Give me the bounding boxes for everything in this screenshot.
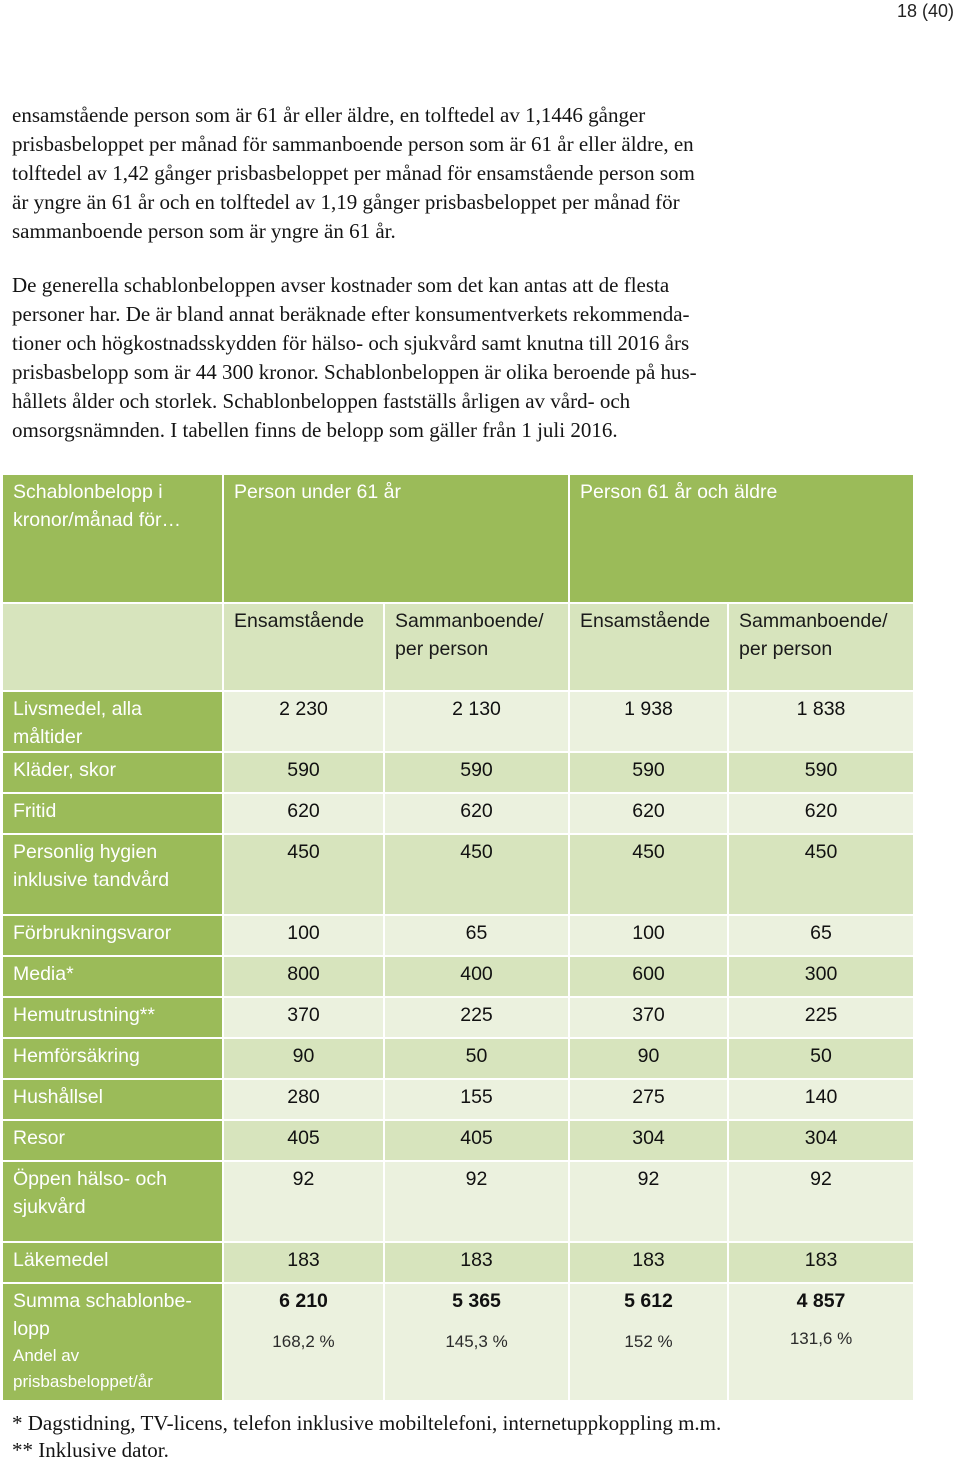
text-line: hållets ålder och storlek. Schablonbeloppen fastställs årligen av vård- och: [12, 389, 631, 413]
share-label-line: Andel av: [13, 1346, 80, 1365]
row-label-line: inklusive tandvård: [13, 869, 170, 891]
text-line: De generella schablonbeloppen avser kostnader som det kan antas att de flesta: [12, 273, 670, 297]
value-cell: 450: [804, 841, 838, 863]
row-label-line: Personlig hygien: [13, 841, 158, 863]
value-cell: 1 938: [624, 698, 673, 720]
share-value: 152 %: [624, 1332, 673, 1351]
share-value: 168,2 %: [272, 1332, 335, 1351]
table-row: [3, 692, 913, 751]
total-label-line: lopp: [13, 1318, 50, 1340]
share-value: 145,3 %: [445, 1332, 508, 1351]
value-cell: 92: [810, 1168, 832, 1190]
value-cell: 405: [460, 1127, 493, 1149]
row-label: [3, 957, 222, 996]
row-label: [3, 1121, 222, 1160]
table-group-header: [3, 475, 913, 602]
schablon-table: [1, 473, 915, 1402]
value-cell: 620: [460, 800, 493, 822]
footnotes: [12, 1410, 721, 1461]
table-row: [3, 916, 913, 955]
total-value: 4 857: [796, 1290, 846, 1312]
text-line: sammanboende person som är yngre än 61 år.: [12, 219, 396, 243]
group-header-61-plus: Person 61 år och äldre: [570, 475, 913, 602]
value-cell: 100: [287, 922, 320, 944]
row-label-line: Hushållsel: [13, 1086, 103, 1108]
row-label: [3, 916, 222, 955]
text-line: tolftedel av 1,42 gånger prisbasbeloppet per månad för ensamstående person som: [12, 161, 695, 185]
value-cell: 280: [287, 1086, 320, 1108]
table-row: [3, 998, 913, 1037]
value-cell: 620: [632, 800, 665, 822]
sub-header-line: Sammanboende/: [739, 610, 888, 632]
value-cell: 590: [287, 759, 320, 781]
value-cell: 600: [632, 963, 665, 985]
value-cell: 400: [460, 963, 493, 985]
value-cell: 183: [632, 1249, 665, 1271]
table-body: [3, 692, 913, 1282]
value-cell: 450: [632, 841, 665, 863]
value-cell: 183: [287, 1249, 320, 1271]
text-line: prisbasbeloppet per månad för sammanboende person som är 61 år eller äldre, en: [12, 132, 694, 156]
total-cell: [385, 1284, 568, 1400]
row-label-line: Resor: [13, 1127, 66, 1149]
row-label-line: Hemförsäkring: [13, 1045, 140, 1067]
body-paragraph-1: [12, 101, 842, 246]
table-row: [3, 794, 913, 833]
text-line: tioner och högkostnadsskydden för hälso- och sjukvård samt knutna till 2016 års: [12, 331, 690, 355]
value-cell: 620: [287, 800, 320, 822]
row-label: [3, 1162, 222, 1241]
row-label: [3, 835, 222, 914]
text-line: är yngre än 61 år och en tolftedel av 1,19 gånger prisbasbeloppet per månad för: [12, 190, 680, 214]
value-cell: 370: [632, 1004, 665, 1026]
value-cell: 92: [637, 1168, 660, 1190]
value-cell: 225: [460, 1004, 493, 1026]
text-line: ensamstående person som är 61 år eller äldre, en tolftedel av 1,1446 gånger: [12, 103, 646, 127]
row-label-line: sjukvård: [13, 1196, 86, 1218]
sub-header-line: per person: [739, 638, 833, 660]
row-label: [3, 1080, 222, 1119]
value-cell: 100: [632, 922, 665, 944]
value-cell: 370: [287, 1004, 320, 1026]
text-line: prisbasbelopp som är 44 300 kronor. Schablonbeloppen är olika beroende på hus-: [12, 360, 697, 384]
row-label-line: Livsmedel, alla: [13, 698, 142, 720]
total-value: 5 365: [452, 1290, 501, 1312]
value-cell: 1 838: [796, 698, 846, 720]
row-label: [3, 692, 222, 751]
row-label: [3, 998, 222, 1037]
value-cell: 275: [632, 1086, 665, 1108]
value-cell: 50: [810, 1045, 832, 1067]
page-number: 18 (40): [896, 1, 954, 21]
value-cell: 65: [810, 922, 832, 944]
sub-header-line: Sammanboende/: [395, 610, 544, 632]
value-cell: 92: [465, 1168, 488, 1190]
row-label-line: Läkemedel: [13, 1249, 109, 1271]
sub-header-single-61-plus: Ensamstående: [570, 604, 727, 690]
value-cell: 92: [292, 1168, 315, 1190]
row-label: [3, 753, 222, 792]
row-label: [3, 1243, 222, 1282]
table-row: [3, 957, 913, 996]
value-cell: 620: [804, 800, 838, 822]
row-label: [3, 794, 222, 833]
value-cell: 300: [804, 963, 838, 985]
row-label-line: Förbrukningsvaror: [13, 922, 172, 944]
value-cell: 304: [804, 1127, 838, 1149]
table-row: [3, 1121, 913, 1160]
total-value: 6 210: [279, 1290, 328, 1312]
value-cell: 65: [465, 922, 488, 944]
share-label-line: prisbasbeloppet/år: [13, 1372, 153, 1391]
group-header-under-61: Person under 61 år: [224, 475, 568, 602]
value-cell: 90: [292, 1045, 315, 1067]
footnote-media: * Dagstidning, TV-licens, telefon inklusive mobiltelefoni, internetuppkoppling m.m.: [12, 1411, 722, 1435]
total-cell: [729, 1284, 913, 1400]
value-cell: 225: [804, 1004, 838, 1026]
row-label-line: Öppen hälso- och: [13, 1168, 167, 1190]
table-row: [3, 1162, 913, 1241]
table-row: [3, 835, 913, 914]
table-sub-header: [3, 604, 913, 690]
row-label: [3, 1039, 222, 1078]
sub-header-cohabiting-61-plus: [729, 604, 913, 690]
value-cell: 90: [637, 1045, 660, 1067]
total-cell: [570, 1284, 727, 1400]
sub-header-empty: [3, 604, 222, 690]
row-label-line: måltider: [13, 726, 83, 748]
row-label-line: Media*: [13, 963, 74, 985]
total-cell: [224, 1284, 383, 1400]
value-cell: 304: [632, 1127, 665, 1149]
value-cell: 183: [460, 1249, 493, 1271]
table-row: [3, 1039, 913, 1078]
value-cell: 183: [804, 1249, 838, 1271]
value-cell: 140: [804, 1086, 838, 1108]
row-label-line: Fritid: [13, 800, 57, 822]
table-total-row: [3, 1284, 913, 1400]
value-cell: 450: [287, 841, 320, 863]
value-cell: 450: [460, 841, 493, 863]
corner-header-line: kronor/månad för…: [13, 509, 181, 531]
corner-header: [3, 475, 222, 602]
total-value: 5 612: [624, 1290, 673, 1312]
row-label-line: Hemutrustning**: [13, 1004, 155, 1026]
table-row: [3, 1243, 913, 1282]
body-paragraph-2: [12, 271, 842, 445]
text-line: personer har. De är bland annat beräknade efter konsumentverkets rekommenda-: [12, 302, 690, 326]
value-cell: 2 230: [279, 698, 328, 720]
table-row: [3, 1080, 913, 1119]
total-label: [3, 1284, 222, 1400]
value-cell: 2 130: [452, 698, 501, 720]
text-line: omsorgsnämnden. I tabellen finns de belopp som gäller från 1 juli 2016.: [12, 418, 618, 442]
row-label-line: Kläder, skor: [13, 759, 116, 781]
share-value: 131,6 %: [789, 1329, 853, 1348]
value-cell: 590: [804, 759, 838, 781]
sub-header-line: per person: [395, 638, 489, 660]
corner-header-line: Schablonbelopp i: [13, 481, 163, 503]
sub-header-cohabiting-under-61: [385, 604, 568, 690]
footnote-hemutrustning: ** Inklusive dator.: [12, 1438, 169, 1461]
value-cell: 155: [460, 1086, 493, 1108]
value-cell: 590: [460, 759, 493, 781]
value-cell: 590: [632, 759, 665, 781]
value-cell: 405: [287, 1127, 320, 1149]
value-cell: 50: [465, 1045, 488, 1067]
table-row: [3, 753, 913, 792]
value-cell: 800: [287, 963, 320, 985]
sub-header-single-under-61: Ensamstående: [224, 604, 383, 690]
total-label-line: Summa schablonbe-: [13, 1290, 192, 1312]
